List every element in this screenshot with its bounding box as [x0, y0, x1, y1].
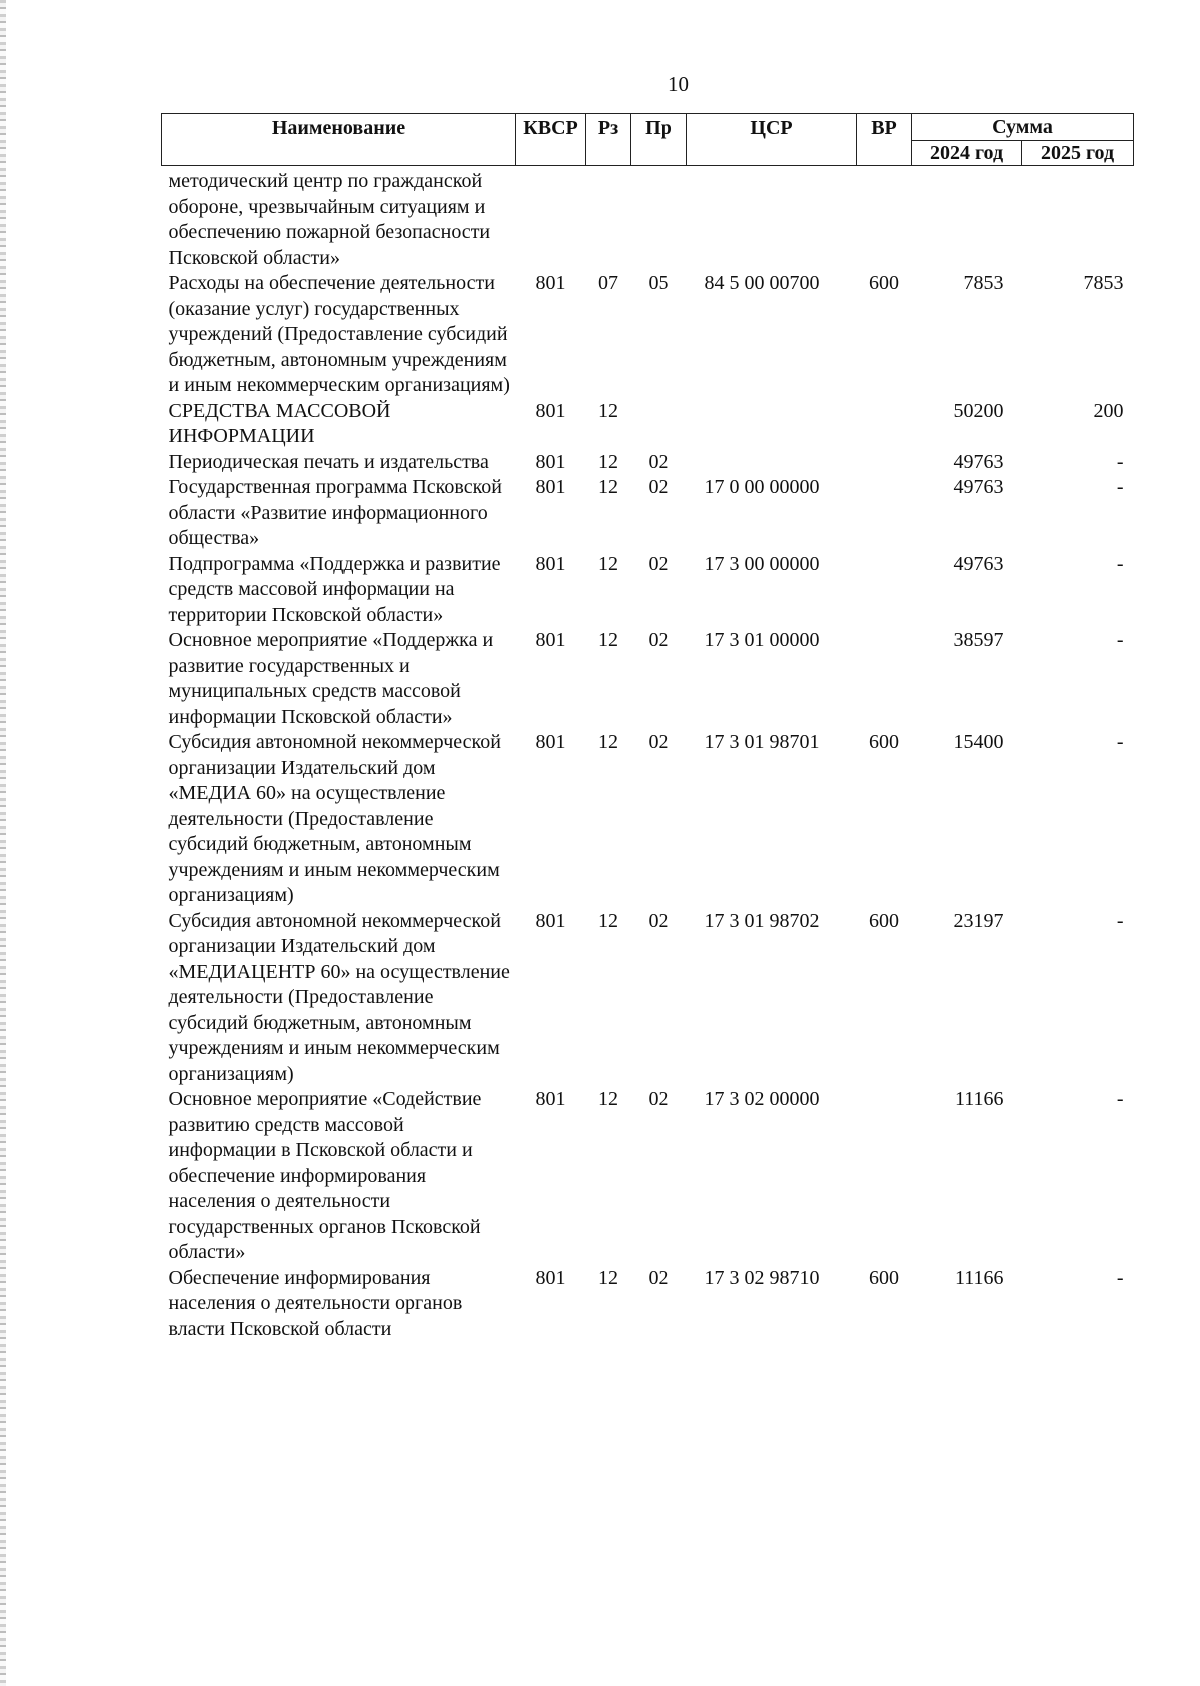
cell-csr: 17 3 02 00000 — [704, 1088, 820, 1110]
cell-kvsr — [516, 166, 586, 272]
cell-csr: 17 3 01 00000 — [704, 629, 820, 651]
cell-kvsr: 801 — [535, 1266, 566, 1289]
cell-vr: 600 — [869, 272, 899, 294]
cell-kvsr: 801 — [535, 1088, 566, 1110]
header-rz: Рз — [586, 114, 631, 166]
cell-csr: 17 3 02 98710 — [704, 1266, 820, 1289]
cell-kvsr: 801 — [535, 476, 566, 498]
cell-name: Государственная программа Псковской области «Развитие информационного общества» — [168, 476, 502, 549]
table-row — [162, 730, 1134, 909]
cell-csr — [687, 166, 857, 272]
table-row — [162, 399, 1134, 450]
cell-kvsr: 801 — [535, 731, 566, 753]
cell-sum-2025: - — [1116, 552, 1124, 575]
header-sum: Сумма — [912, 114, 1134, 141]
cell-rz: 07 — [598, 272, 618, 294]
cell-csr: 17 3 01 98702 — [704, 909, 820, 932]
table-header — [162, 114, 1134, 166]
cell-sum-2024: 11166 — [954, 1088, 1004, 1110]
cell-pr: 02 — [648, 450, 669, 473]
cell-sum-2024: 49763 — [953, 476, 1004, 498]
cell-sum-2024: 11166 — [954, 1266, 1004, 1289]
cell-kvsr: 801 — [535, 272, 566, 294]
cell-pr: 05 — [648, 272, 669, 294]
cell-sum-2024: 38597 — [953, 629, 1004, 651]
cell-csr: 84 5 00 00700 — [704, 272, 820, 294]
cell-csr — [687, 399, 857, 450]
cell-name: методический центр по гражданской обороне, чрезвычайным ситуациям и обеспечению пожарной безопасности Псковской области» — [168, 170, 491, 269]
cell-csr: 17 3 00 00000 — [704, 552, 820, 575]
cell-name: Субсидия автономной некоммерческой организации Издательский дом «МЕДИА 60» на осуществление деятельности (Предоставление субсидий бюджетным, автономным учреждениям и иным некоммерческим организациям) — [168, 731, 501, 906]
budget-table — [161, 113, 1134, 1342]
cell-sum-2024: 49763 — [953, 450, 1004, 473]
cell-rz: 12 — [598, 399, 618, 422]
cell-sum-2025: 7853 — [1083, 272, 1124, 294]
cell-kvsr: 801 — [535, 552, 566, 575]
cell-pr — [631, 399, 687, 450]
table-row — [162, 271, 1134, 399]
cell-vr: 600 — [869, 731, 899, 753]
cell-vr — [857, 475, 912, 552]
cell-sum-2025 — [1022, 166, 1134, 272]
cell-kvsr: 801 — [535, 909, 566, 932]
cell-sum-2024: 7853 — [963, 272, 1004, 294]
cell-csr: 17 3 01 98701 — [704, 731, 820, 753]
cell-name: Периодическая печать и издательства — [168, 450, 489, 473]
cell-name: СРЕДСТВА МАССОВОЙ ИНФОРМАЦИИ — [168, 399, 391, 447]
header-year-2025: 2025 год — [1022, 141, 1134, 166]
cell-name: Подпрограмма «Поддержка и развитие средств массовой информации на территории Псковской области» — [168, 552, 501, 626]
cell-sum-2025: 200 — [1093, 399, 1124, 422]
header-vr: ВР — [857, 114, 912, 166]
table-row — [162, 909, 1134, 1088]
table-row — [162, 628, 1134, 730]
cell-vr — [857, 628, 912, 730]
cell-vr: 600 — [869, 909, 899, 932]
cell-kvsr: 801 — [535, 450, 566, 473]
cell-rz: 12 — [598, 552, 618, 575]
cell-vr — [857, 166, 912, 272]
cell-vr: 600 — [869, 1266, 899, 1289]
cell-vr — [857, 552, 912, 629]
cell-name: Обеспечение информирования населения о деятельности органов власти Псковской области — [168, 1266, 463, 1340]
table-body — [162, 166, 1134, 1343]
cell-pr: 02 — [648, 1088, 669, 1110]
header-kvsr: КВСР — [516, 114, 586, 166]
cell-name: Расходы на обеспечение деятельности (оказание услуг) государственных учреждений (Предоставление субсидий бюджетным, автономным учреждениям и иным некоммерческим организациям) — [168, 272, 510, 396]
cell-pr — [631, 166, 687, 272]
cell-pr: 02 — [648, 731, 669, 753]
table-row — [162, 475, 1134, 552]
cell-rz: 12 — [598, 450, 618, 473]
cell-sum-2025: - — [1116, 629, 1124, 651]
header-pr: Пр — [631, 114, 687, 166]
cell-sum-2025: - — [1116, 909, 1124, 932]
cell-rz: 12 — [598, 909, 618, 932]
cell-sum-2025: - — [1116, 1088, 1124, 1110]
cell-rz: 12 — [598, 476, 618, 498]
cell-pr: 02 — [648, 552, 669, 575]
table-row — [162, 450, 1134, 476]
cell-rz: 12 — [598, 1088, 618, 1110]
cell-rz: 12 — [598, 629, 618, 651]
page-number: 10 — [668, 72, 689, 96]
cell-rz — [586, 166, 631, 272]
cell-vr — [857, 399, 912, 450]
cell-pr: 02 — [648, 909, 669, 932]
header-csr: ЦСР — [687, 114, 857, 166]
cell-kvsr: 801 — [535, 629, 566, 651]
table-row — [162, 1087, 1134, 1266]
table-row — [162, 552, 1134, 629]
cell-sum-2025: - — [1116, 1266, 1124, 1289]
cell-sum-2024: 23197 — [953, 909, 1004, 932]
cell-name: Основное мероприятие «Поддержка и развитие государственных и муниципальных средств массовой информации Псковской области» — [168, 629, 494, 728]
cell-vr — [857, 450, 912, 476]
cell-pr: 02 — [648, 476, 669, 498]
header-name: Наименование — [162, 114, 516, 166]
cell-pr: 02 — [648, 1266, 669, 1289]
cell-rz: 12 — [598, 1266, 618, 1289]
cell-sum-2025: - — [1116, 450, 1124, 473]
cell-rz: 12 — [598, 731, 618, 753]
cell-pr: 02 — [648, 629, 669, 651]
table-row — [162, 166, 1134, 272]
cell-kvsr: 801 — [535, 399, 566, 422]
cell-vr — [857, 1087, 912, 1266]
cell-sum-2024: 49763 — [953, 552, 1004, 575]
cell-sum-2024 — [912, 166, 1022, 272]
cell-name: Основное мероприятие «Содействие развитию средств массовой информации в Псковской области и обеспечение информирования населения о деятельности государственных органов Псковской области» — [168, 1088, 482, 1263]
cell-sum-2025: - — [1116, 731, 1124, 753]
table-row — [162, 1266, 1134, 1343]
scan-edge — [0, 0, 6, 1686]
cell-csr — [687, 450, 857, 476]
cell-csr: 17 0 00 00000 — [704, 476, 820, 498]
cell-name: Субсидия автономной некоммерческой организации Издательский дом «МЕДИАЦЕНТР 60» на осуществление деятельности (Предоставление субсидий бюджетным, автономным учреждениям и иным некоммерческим организациям) — [168, 909, 510, 1085]
cell-sum-2025: - — [1116, 476, 1124, 498]
cell-sum-2024: 15400 — [953, 731, 1004, 753]
header-year-2024: 2024 год — [912, 141, 1022, 166]
cell-sum-2024: 50200 — [953, 399, 1004, 422]
